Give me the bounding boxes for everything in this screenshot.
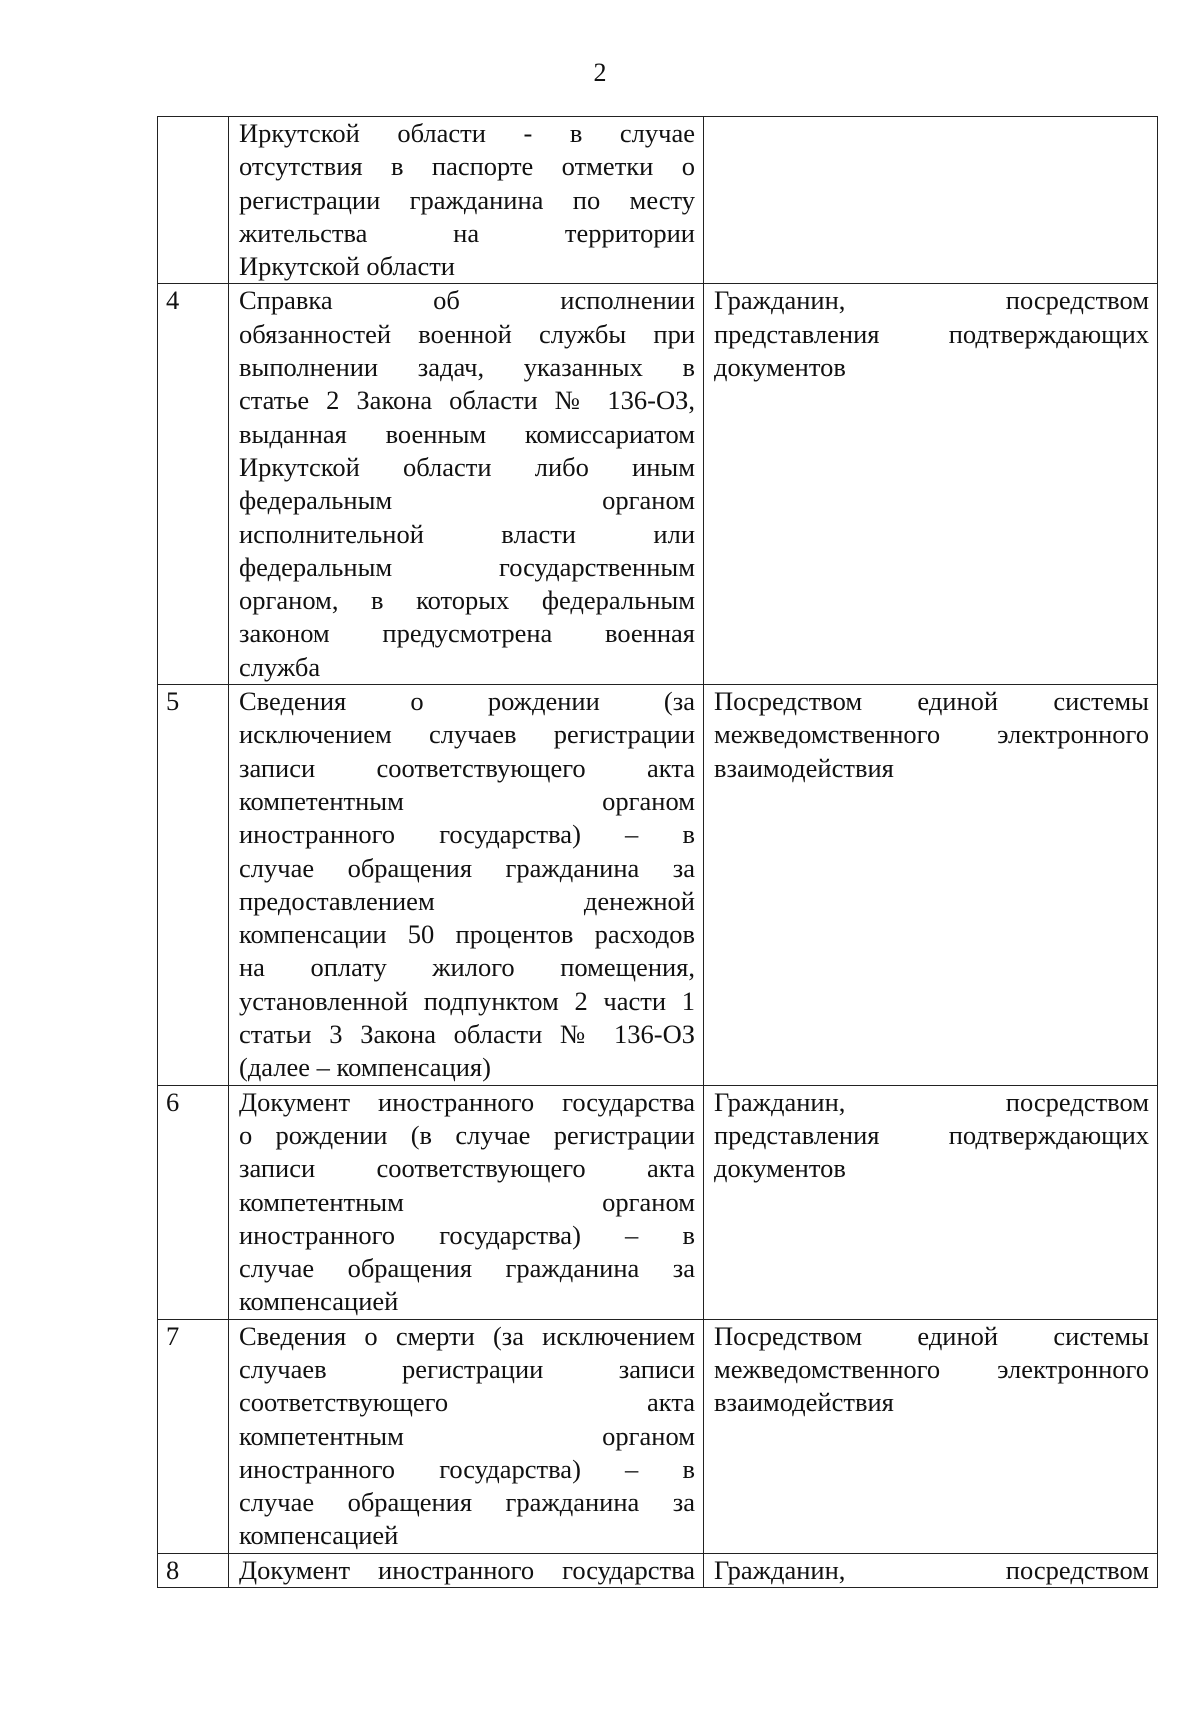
row-number: 5 xyxy=(158,685,229,1086)
description-line: компенсацией xyxy=(239,1520,399,1551)
document-description-cell xyxy=(229,1553,704,1587)
document-description-cell xyxy=(229,284,704,685)
document-description-cell xyxy=(229,1319,704,1553)
description-line: Иркутской области либо иным xyxy=(239,451,695,482)
document-description-cell xyxy=(229,117,704,284)
document-description-cell xyxy=(229,685,704,1086)
submission-method-line: представления подтверждающих xyxy=(714,1119,1149,1150)
description-line: федеральным государственным xyxy=(239,551,695,582)
description-line: отсутствия в паспорте отметки о xyxy=(239,151,695,182)
description-line: выданная военным комиссариатом xyxy=(239,418,695,449)
description-line: компетентным органом xyxy=(239,785,695,816)
page-number: 2 xyxy=(593,58,607,87)
submission-method-line: взаимодействия xyxy=(714,1387,894,1418)
description-line: Документ иностранного государства xyxy=(239,1554,695,1585)
table-row xyxy=(158,284,1158,685)
table-row xyxy=(158,117,1158,284)
description-line: случае обращения гражданина за xyxy=(239,1253,695,1284)
description-line: случае обращения гражданина за xyxy=(239,1487,695,1518)
description-line: обязанностей военной службы при xyxy=(239,318,695,349)
description-line: регистрации гражданина по месту xyxy=(239,184,695,215)
submission-method-cell xyxy=(704,1085,1158,1319)
description-line: компенсацией xyxy=(239,1286,399,1317)
description-line: жительства на территории xyxy=(239,217,695,248)
description-line: иностранного государства) – в xyxy=(239,1219,695,1250)
description-line: Сведения о смерти (за исключением xyxy=(239,1320,695,1351)
table-row xyxy=(158,1553,1158,1587)
description-line: служба xyxy=(239,651,321,682)
row-number: 4 xyxy=(158,284,229,685)
description-line: компетентным органом xyxy=(239,1186,695,1217)
description-line: федеральным органом xyxy=(239,485,695,516)
submission-method-line: Гражданин, посредством xyxy=(714,285,1149,316)
description-line: Справка об исполнении xyxy=(239,285,695,316)
description-line: Иркутской области xyxy=(239,251,455,282)
description-line: на оплату жилого помещения, xyxy=(239,952,695,983)
description-line: случае обращения гражданина за xyxy=(239,852,695,883)
document-description-cell xyxy=(229,1085,704,1319)
table-row xyxy=(158,685,1158,1086)
submission-method-cell xyxy=(704,117,1158,284)
description-line: исключением случаев регистрации xyxy=(239,719,695,750)
description-line: соответствующего акта xyxy=(239,1387,695,1418)
submission-method-line: межведомственного электронного xyxy=(714,1353,1149,1384)
submission-method-cell xyxy=(704,284,1158,685)
row-number: 6 xyxy=(158,1085,229,1319)
submission-method-line: Посредством единой системы xyxy=(714,686,1149,717)
description-line: о рождении (в случае регистрации xyxy=(239,1119,695,1150)
description-line: выполнении задач, указанных в xyxy=(239,352,695,383)
description-line: исполнительной власти или xyxy=(239,518,695,549)
submission-method-cell xyxy=(704,685,1158,1086)
submission-method-line: взаимодействия xyxy=(714,752,894,783)
description-line: предоставлением денежной xyxy=(239,885,695,916)
row-number xyxy=(158,117,229,284)
description-line: статьи 3 Закона области № 136-ОЗ xyxy=(239,1019,695,1050)
submission-method-line: межведомственного электронного xyxy=(714,719,1149,750)
description-line: иностранного государства) – в xyxy=(239,1453,695,1484)
description-line: записи соответствующего акта xyxy=(239,1153,695,1184)
table-row xyxy=(158,1085,1158,1319)
description-line: компетентным органом xyxy=(239,1420,695,1451)
description-line: случаев регистрации записи xyxy=(239,1353,695,1384)
description-line: установленной подпунктом 2 части 1 xyxy=(239,985,695,1016)
description-line: статье 2 Закона области № 136-ОЗ, xyxy=(239,385,695,416)
description-line: законом предусмотрена военная xyxy=(239,618,695,649)
row-number: 8 xyxy=(158,1553,229,1587)
description-line: (далее – компенсация) xyxy=(239,1052,491,1083)
submission-method-line: Гражданин, посредством xyxy=(714,1554,1149,1585)
description-line: компенсации 50 процентов расходов xyxy=(239,919,695,950)
description-line: записи соответствующего акта xyxy=(239,752,695,783)
submission-method-line: представления подтверждающих xyxy=(714,318,1149,349)
description-line: Сведения о рождении (за xyxy=(239,686,695,717)
submission-method-line: Посредством единой системы xyxy=(714,1320,1149,1351)
submission-method-cell xyxy=(704,1553,1158,1587)
row-number: 7 xyxy=(158,1319,229,1553)
submission-method-line: Гражданин, посредством xyxy=(714,1086,1149,1117)
submission-method-line: документов xyxy=(714,352,846,383)
description-line: иностранного государства) – в xyxy=(239,819,695,850)
submission-method-line: документов xyxy=(714,1153,846,1184)
documents-table xyxy=(157,116,1158,1588)
table-row xyxy=(158,1319,1158,1553)
description-line: органом, в которых федеральным xyxy=(239,585,695,616)
description-line: Иркутской области - в случае xyxy=(239,118,695,148)
description-line: Документ иностранного государства xyxy=(239,1086,695,1117)
submission-method-cell xyxy=(704,1319,1158,1553)
